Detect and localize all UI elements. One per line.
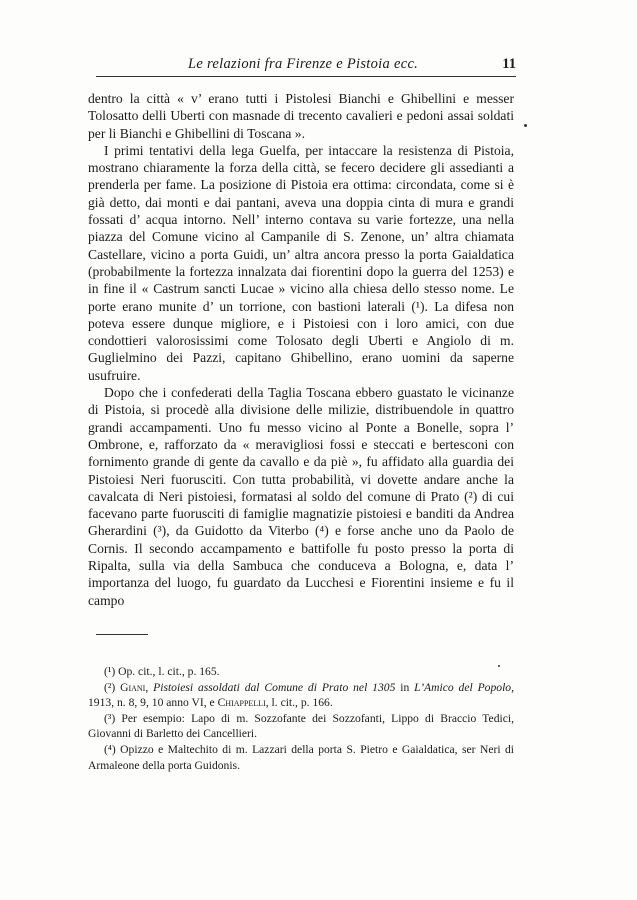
- footnotes: [88, 664, 514, 773]
- footnote-rule: [96, 634, 148, 635]
- ink-speck: [498, 665, 500, 667]
- footnote-1: (¹) Op. cit., l. cit., p. 165.: [104, 665, 220, 678]
- footnote-4: (⁴) Opizzo e Maltechito di m. Lazzari della porta S. Pietro e Gaialdatica, ser Neri di Armaleone della porta Guidonis.: [88, 742, 514, 772]
- header-rule: [96, 76, 516, 77]
- footnote-2: (²) Giani, Pistoiesi assoldati dal Comune di Prato nel 1305 in L’Amico del Popolo, 1913, n. 8, 9, 10 anno VI, e Chiappelli, l. cit., p. 166.: [88, 680, 514, 710]
- running-title: Le relazioni fra Firenze e Pistoia ecc.: [188, 56, 419, 72]
- paragraph-guelf-league: I primi tentativi della lega Guelfa, per intaccare la resistenza di Pistoia, mostrano chiaramente la forza della città, se fecero decidere gli assedianti a prenderla per fame. La posizione di Pistoia era ottima: circondata, come si è già detto, dai monti e dai pantani, aveva una doppia cinta di mura e grandi fossati d’ acqua intorno. Nell’ interno contava su varie fortezze, una nella piazza del Comune vicino al Campanile di S. Zenone, un’ altra chiamata Castellare, vicino a porta Guidi, un’ altra ancora presso la porta Gaialdatica (probabilmente la fortezza innalzata dai fiorentini dopo la guerra del 1253) e in fine il « Castrum sancti Lucae » vicino alla chiesa dello stesso nome. Le porte erano munite d’ un torrione, con bastioni laterali (¹). La difesa non poteva essere dunque migliore, e i Pistoiesi con i loro amici, con due condottieri valorosissimi come Tolosato degli Uberti e Angiolo di m. Guglielmino dei Pazzi, capitano Ghibellino, erano uomini da saperne usufruire.: [88, 142, 514, 383]
- page-header: [96, 56, 516, 78]
- footnote-3: (³) Per esempio: Lapo di m. Sozzofante dei Sozzofanti, Lippo di Braccio Tedici, Giovanni di Barletto dei Cancellieri.: [88, 711, 514, 741]
- footnote-2-in: in: [395, 680, 415, 694]
- footnote-2-end: , l. cit., p. 166.: [265, 696, 333, 710]
- paragraph-continuation: dentro la città « v’ erano tutti i Pistolesi Bianchi e Ghibellini e messer Tolosatto delli Uberti con masnade di trecento cavalieri e pedoni assai soldati per li Bianchi e Ghibellini di Toscana ».: [88, 91, 514, 141]
- page-number: 11: [502, 56, 516, 72]
- footnote-2-rest: , 1913, n. 8, 9, 10 anno VI, e: [88, 680, 514, 710]
- footnote-2-author2: Chiappelli: [217, 696, 266, 710]
- footnote-2-mark: (²): [104, 680, 121, 694]
- footnote-2-author: Giani: [120, 680, 146, 694]
- footnote-2-title: Pistoiesi assoldati dal Comune di Prato nel 1305: [153, 680, 396, 694]
- main-text: [88, 90, 514, 609]
- paragraph-camps: Dopo che i confederati della Taglia Toscana ebbero guastato le vicinanze di Pistoia, si procedè alla divisione delle milizie, distribuendole in quattro grandi accampamenti. Uno fu messo vicino al Ponte a Bonelle, sopra l’ Ombrone, e, rafforzato da « meravigliosi fossi e steccati e bertesconi con fornimento grande di gente da cavallo e da piè », fu affidato alla guardia dei Pistoiesi Neri fuorusciti. Con tutta probabilità, vi dovette andare anche la cavalcata di Neri pistoiesi, formatasi al soldo del comune di Prato (²) di cui facevano parte fuorusciti di famiglie magnatizie pistoiesi e banditi da Andrea Gherardini (³), da Guidotto da Viterbo (⁴) e forse anche uno da Paolo de Cornis. Il secondo accampamento e battifolle fu posto presso la porta di Ripalta, sulla via della Sambuca che conduceva a Bologna, e, data l’ importanza del luogo, fu guardato da Lucchesi e Fiorentini insieme e fu il campo: [88, 385, 514, 608]
- ink-speck: [524, 124, 527, 127]
- footnote-2-journal: L’Amico del Popolo: [414, 680, 512, 694]
